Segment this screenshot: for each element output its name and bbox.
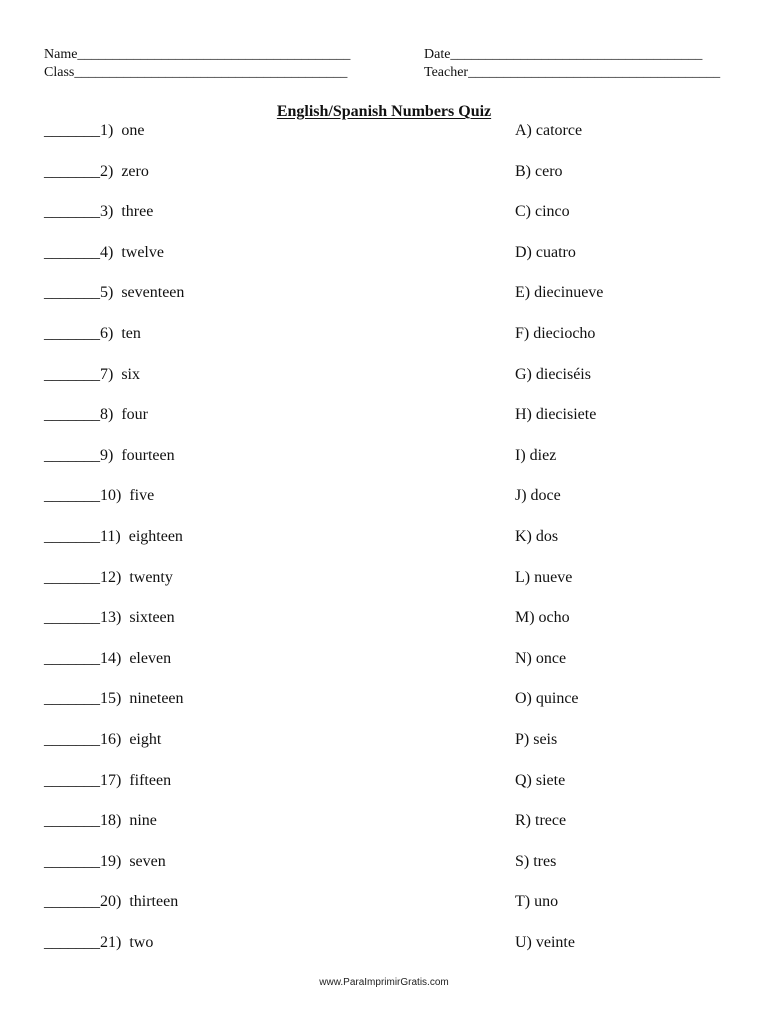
spanish-item: P) seis — [515, 731, 558, 748]
spanish-item: S) tres — [515, 852, 557, 870]
spanish-item: N) once — [515, 649, 567, 667]
english-item[interactable]: _______13) sixteen — [44, 609, 175, 627]
spanish-item: T) uno — [515, 893, 559, 911]
english-item[interactable]: _______9) fourteen — [44, 446, 175, 464]
english-item[interactable]: _______18) nine — [44, 812, 157, 830]
spanish-item: F) dieciocho — [515, 325, 596, 342]
page-title — [0, 103, 768, 121]
spanish-item: G) dieciséis — [515, 365, 591, 383]
english-item[interactable]: _______8) four — [44, 406, 148, 424]
class-field[interactable]: Class_______________________________________ — [44, 65, 348, 80]
spanish-item: L) nueve — [515, 568, 573, 586]
spanish-item: R) trece — [515, 812, 567, 830]
page-title-text: English/Spanish Numbers Quiz — [276, 103, 492, 120]
spanish-item: J) doce — [515, 487, 561, 505]
english-item[interactable]: _______15) nineteen — [44, 690, 184, 708]
spanish-item: H) diecisiete — [515, 406, 597, 424]
english-item[interactable]: _______19) seven — [44, 852, 166, 870]
spanish-item: U) veinte — [515, 934, 575, 951]
spanish-item: K) dos — [515, 528, 559, 545]
spanish-item: D) cuatro — [515, 243, 576, 261]
date-field[interactable]: Date____________________________________ — [424, 47, 703, 62]
english-item[interactable]: _______16) eight — [44, 731, 162, 748]
spanish-item: B) cero — [515, 162, 563, 180]
english-item[interactable]: _______17) fifteen — [44, 771, 172, 789]
english-item[interactable]: _______5) seventeen — [44, 284, 185, 302]
english-item[interactable]: _______7) six — [44, 365, 140, 383]
spanish-item: A) catorce — [515, 122, 583, 139]
english-item[interactable]: _______10) five — [44, 487, 155, 505]
footer-url: www.ParaImprimirGratis.com — [319, 977, 449, 988]
english-item[interactable]: _______14) eleven — [44, 649, 172, 667]
english-item[interactable]: _______12) twenty — [44, 568, 173, 586]
english-item[interactable]: _______20) thirteen — [44, 893, 179, 911]
spanish-item: C) cinco — [515, 203, 570, 221]
english-item[interactable]: _______21) two — [44, 934, 154, 951]
english-item[interactable]: _______4) twelve — [44, 243, 164, 261]
spanish-item: I) diez — [515, 446, 557, 464]
name-field[interactable]: Name_______________________________________ — [44, 47, 351, 62]
teacher-field[interactable]: Teacher____________________________________ — [424, 65, 721, 80]
spanish-item: O) quince — [515, 690, 579, 708]
spanish-item: E) diecinueve — [515, 284, 604, 302]
english-item[interactable]: _______1) one — [44, 122, 145, 139]
spanish-item: M) ocho — [515, 609, 570, 627]
english-item[interactable]: _______6) ten — [44, 325, 141, 342]
english-item[interactable]: _______3) three — [44, 203, 154, 221]
english-item[interactable]: _______2) zero — [44, 162, 149, 180]
english-item[interactable]: _______11) eighteen — [44, 528, 183, 545]
spanish-item: Q) siete — [515, 771, 566, 789]
